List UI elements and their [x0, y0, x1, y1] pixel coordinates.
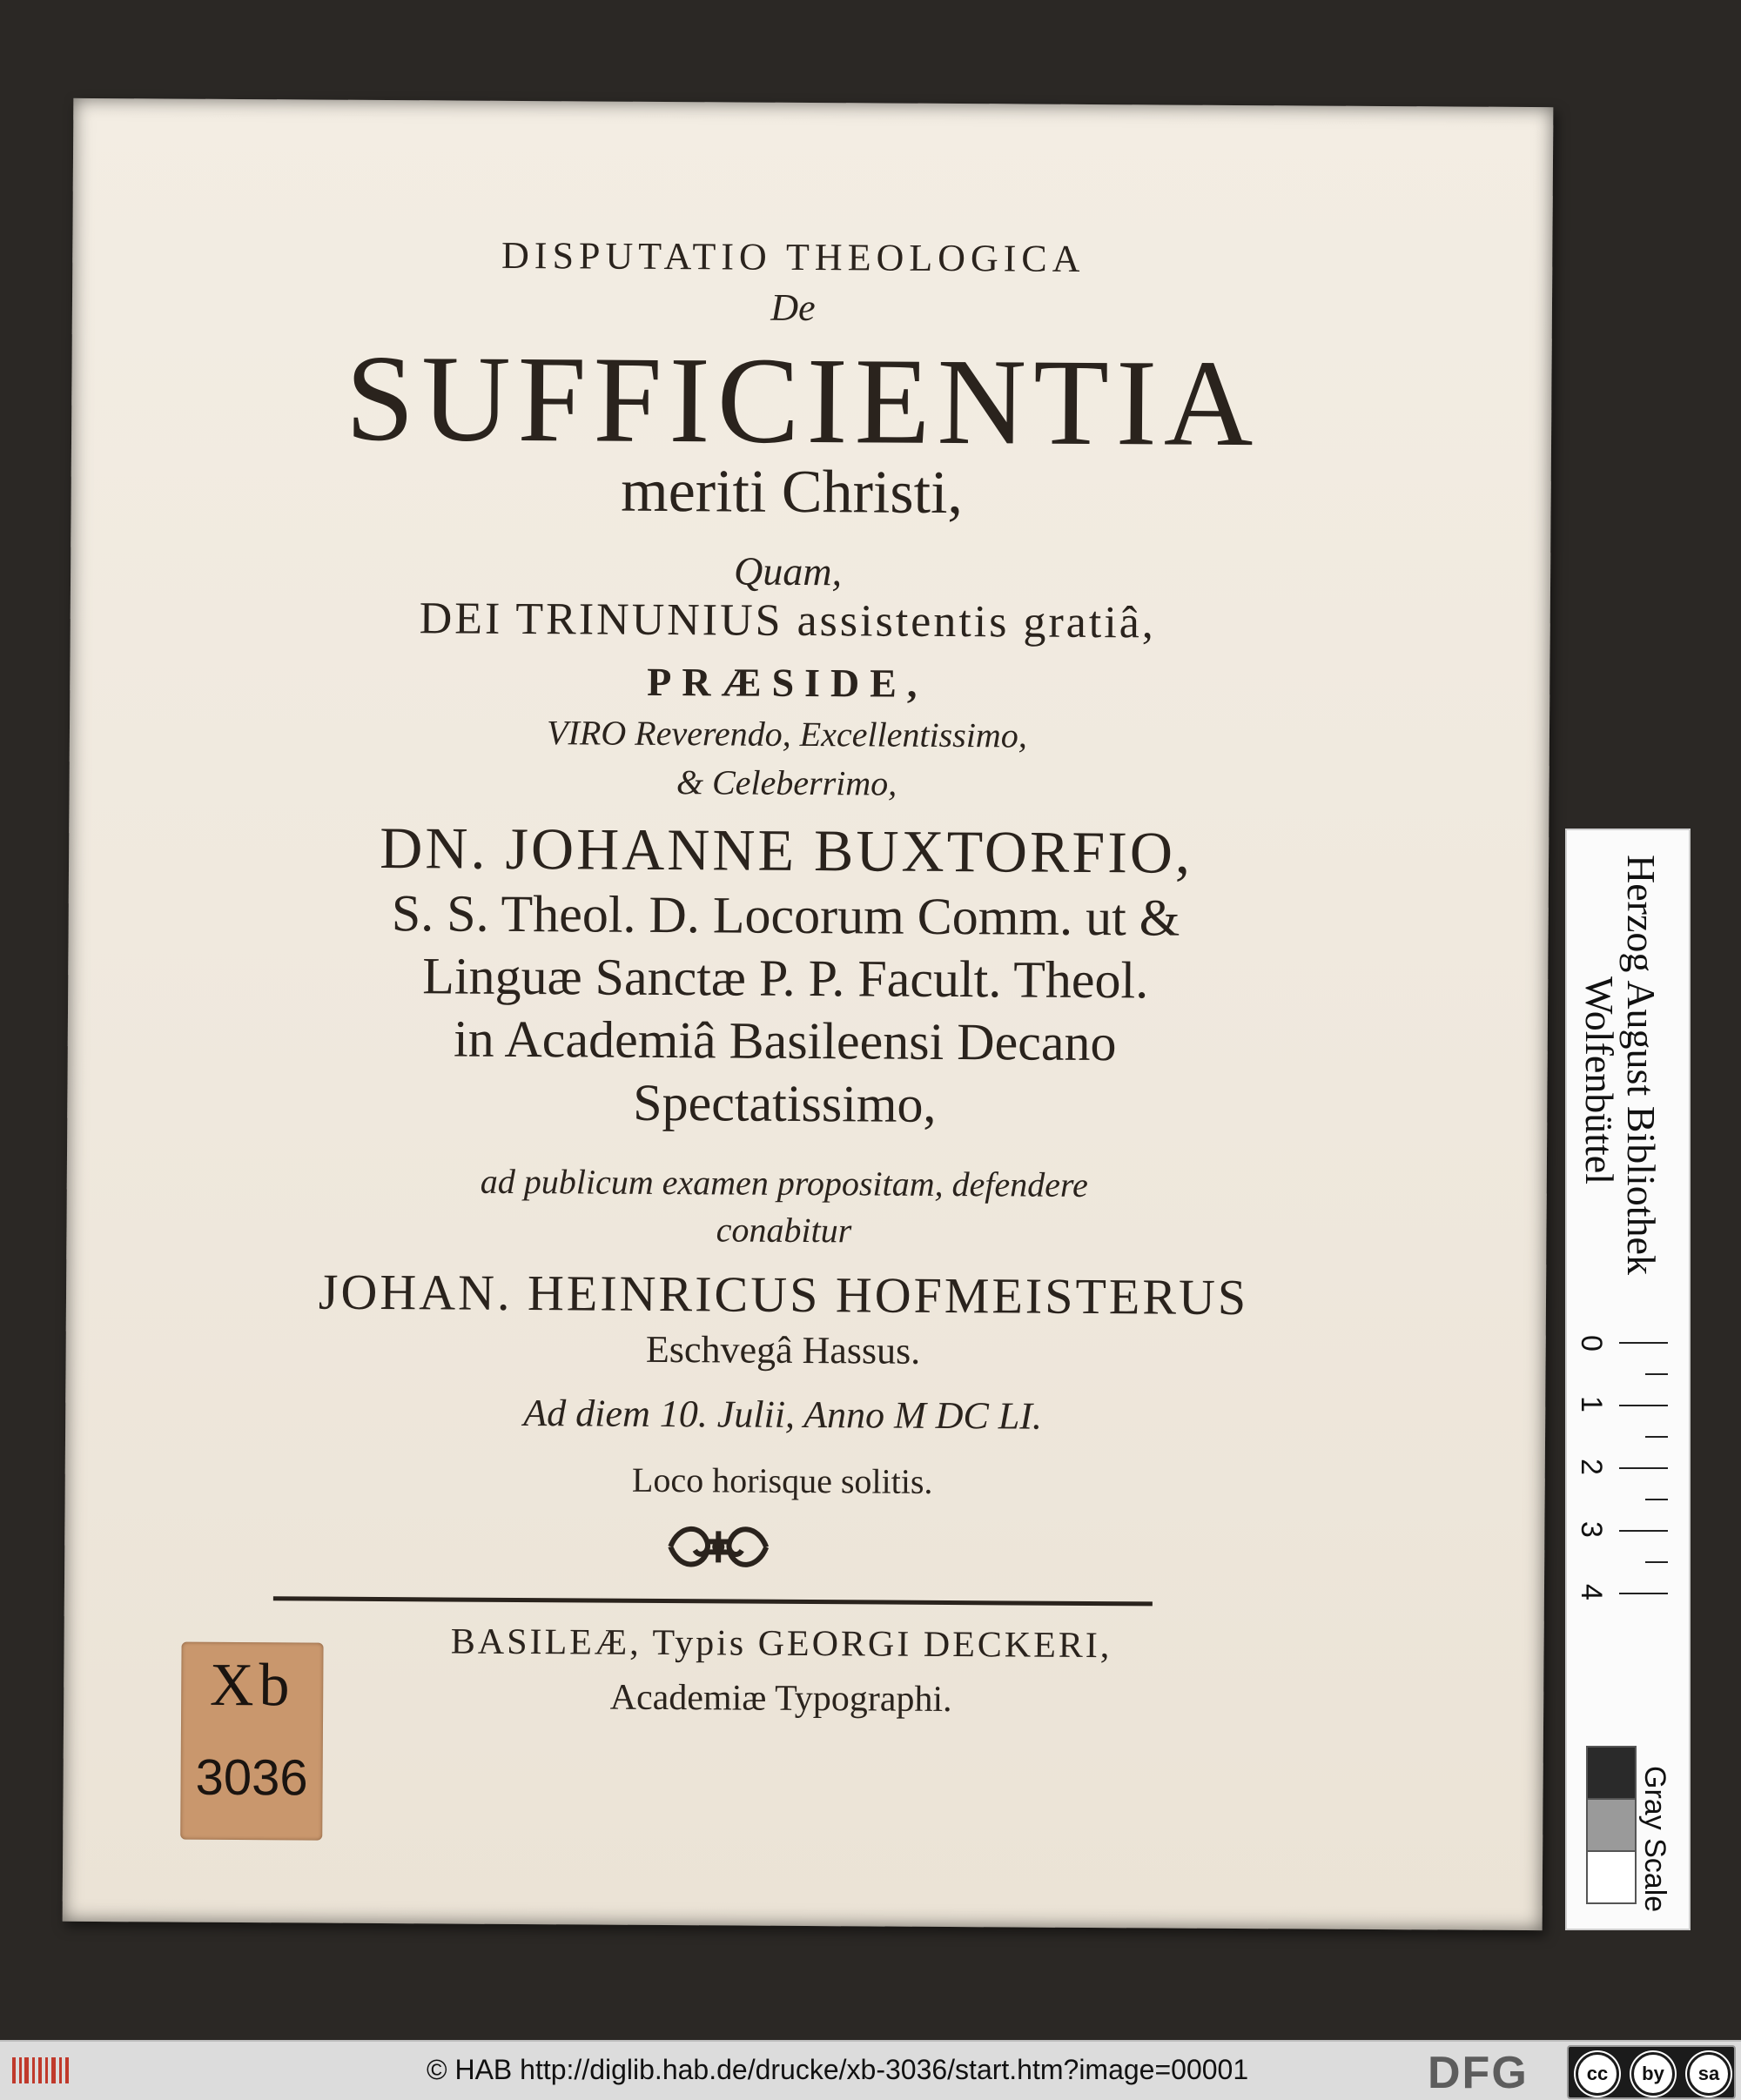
printer-ornament-icon: [662, 1519, 775, 1575]
gray-swatch-dark: [1586, 1746, 1637, 1800]
title-page: [63, 98, 1554, 1930]
shelfmark-label: [180, 1642, 323, 1841]
ruler-tick: [1645, 1499, 1668, 1500]
ruler-tick: [1645, 1373, 1668, 1375]
title-line-5: Quam,: [733, 548, 843, 594]
imprint-line-2: Academiæ Typographi.: [609, 1677, 952, 1721]
barcode-logo-icon[interactable]: [10, 2054, 71, 2087]
color-ruler: [1565, 829, 1691, 1930]
ruler-title: [1567, 830, 1689, 1318]
gray-swatch-mid: [1586, 1798, 1637, 1852]
ruler-tick: [1619, 1530, 1668, 1532]
cc-license-badge[interactable]: [1567, 2045, 1736, 2099]
title-line-1: DISPUTATIO THEOLOGICA: [501, 233, 1086, 280]
ruler-tick-label: 4: [1574, 1584, 1608, 1600]
shelfmark-line-2: 3036: [195, 1748, 308, 1807]
title-line-7: PRÆSIDE,: [647, 659, 928, 706]
title-line-10: DN. JOHANNE BUXTORFIO,: [380, 814, 1193, 886]
title-line-16: conabitur: [716, 1210, 852, 1251]
title-line-4: meriti Christi,: [621, 457, 964, 527]
by-icon: by: [1631, 2052, 1675, 2096]
title-line-14: Spectatissimo,: [633, 1073, 937, 1133]
title-line-9: & Celeberrimo,: [676, 762, 897, 803]
ruler-tick: [1619, 1405, 1668, 1406]
title-line-20: Loco horisque solitis.: [631, 1459, 933, 1501]
ruler-tick: [1619, 1342, 1668, 1344]
title-line-17: JOHAN. HEINRICUS HOFMEISTERUS: [318, 1263, 1249, 1326]
ruler-title-line-2: Wolfenbüttel: [1577, 976, 1622, 1185]
ruler-tick: [1645, 1436, 1668, 1438]
ruler-tick-label: 1: [1574, 1396, 1608, 1412]
ruler-tick-label: 3: [1574, 1521, 1608, 1538]
title-line-11: S. S. Theol. D. Locorum Comm. ut &: [391, 884, 1180, 947]
main-title: SUFFICIENTIA: [345, 328, 1261, 473]
ruler-tick: [1619, 1593, 1668, 1594]
footer-bar: [0, 2040, 1741, 2100]
ruler-tick-label: 0: [1574, 1335, 1608, 1352]
dfg-logo[interactable]: DFG: [1428, 2048, 1529, 2098]
cc-icon: cc: [1576, 2052, 1619, 2096]
gray-scale-label: Gray Scale: [1638, 1766, 1671, 1913]
ruler-title-line-1: Herzog August Bibliothek: [1619, 855, 1664, 1275]
shelfmark-line-1: Xb: [209, 1651, 295, 1720]
title-line-18: Eschvegâ Hassus.: [645, 1327, 921, 1372]
title-line-13: in Academiâ Basileensi Decano: [453, 1010, 1117, 1072]
title-line-15: ad publicum examen propositam, defendere: [480, 1161, 1088, 1204]
imprint-line-1: BASILEÆ, Typis GEORGI DECKERI,: [450, 1621, 1112, 1667]
title-line-19: Ad diem 10. Julii, Anno M DC LI.: [523, 1392, 1043, 1438]
title-line-6: DEI TRINUNIUS assistentis gratiâ,: [419, 594, 1157, 648]
copyright-link[interactable]: © HAB http://diglib.hab.de/drucke/xb-3036/start.htm?image=00001: [427, 2054, 1249, 2085]
imprint-rule: [273, 1596, 1153, 1606]
ruler-tick: [1619, 1467, 1668, 1469]
gray-swatch-light: [1586, 1850, 1637, 1904]
title-line-2: De: [770, 285, 816, 330]
title-line-8: VIRO Reverendo, Excellentissimo,: [547, 713, 1027, 755]
sa-icon: sa: [1687, 2052, 1731, 2096]
ruler-tick: [1645, 1561, 1668, 1563]
title-line-12: Linguæ Sanctæ P. P. Facult. Theol.: [422, 947, 1149, 1010]
ruler-tick-label: 2: [1574, 1459, 1608, 1475]
